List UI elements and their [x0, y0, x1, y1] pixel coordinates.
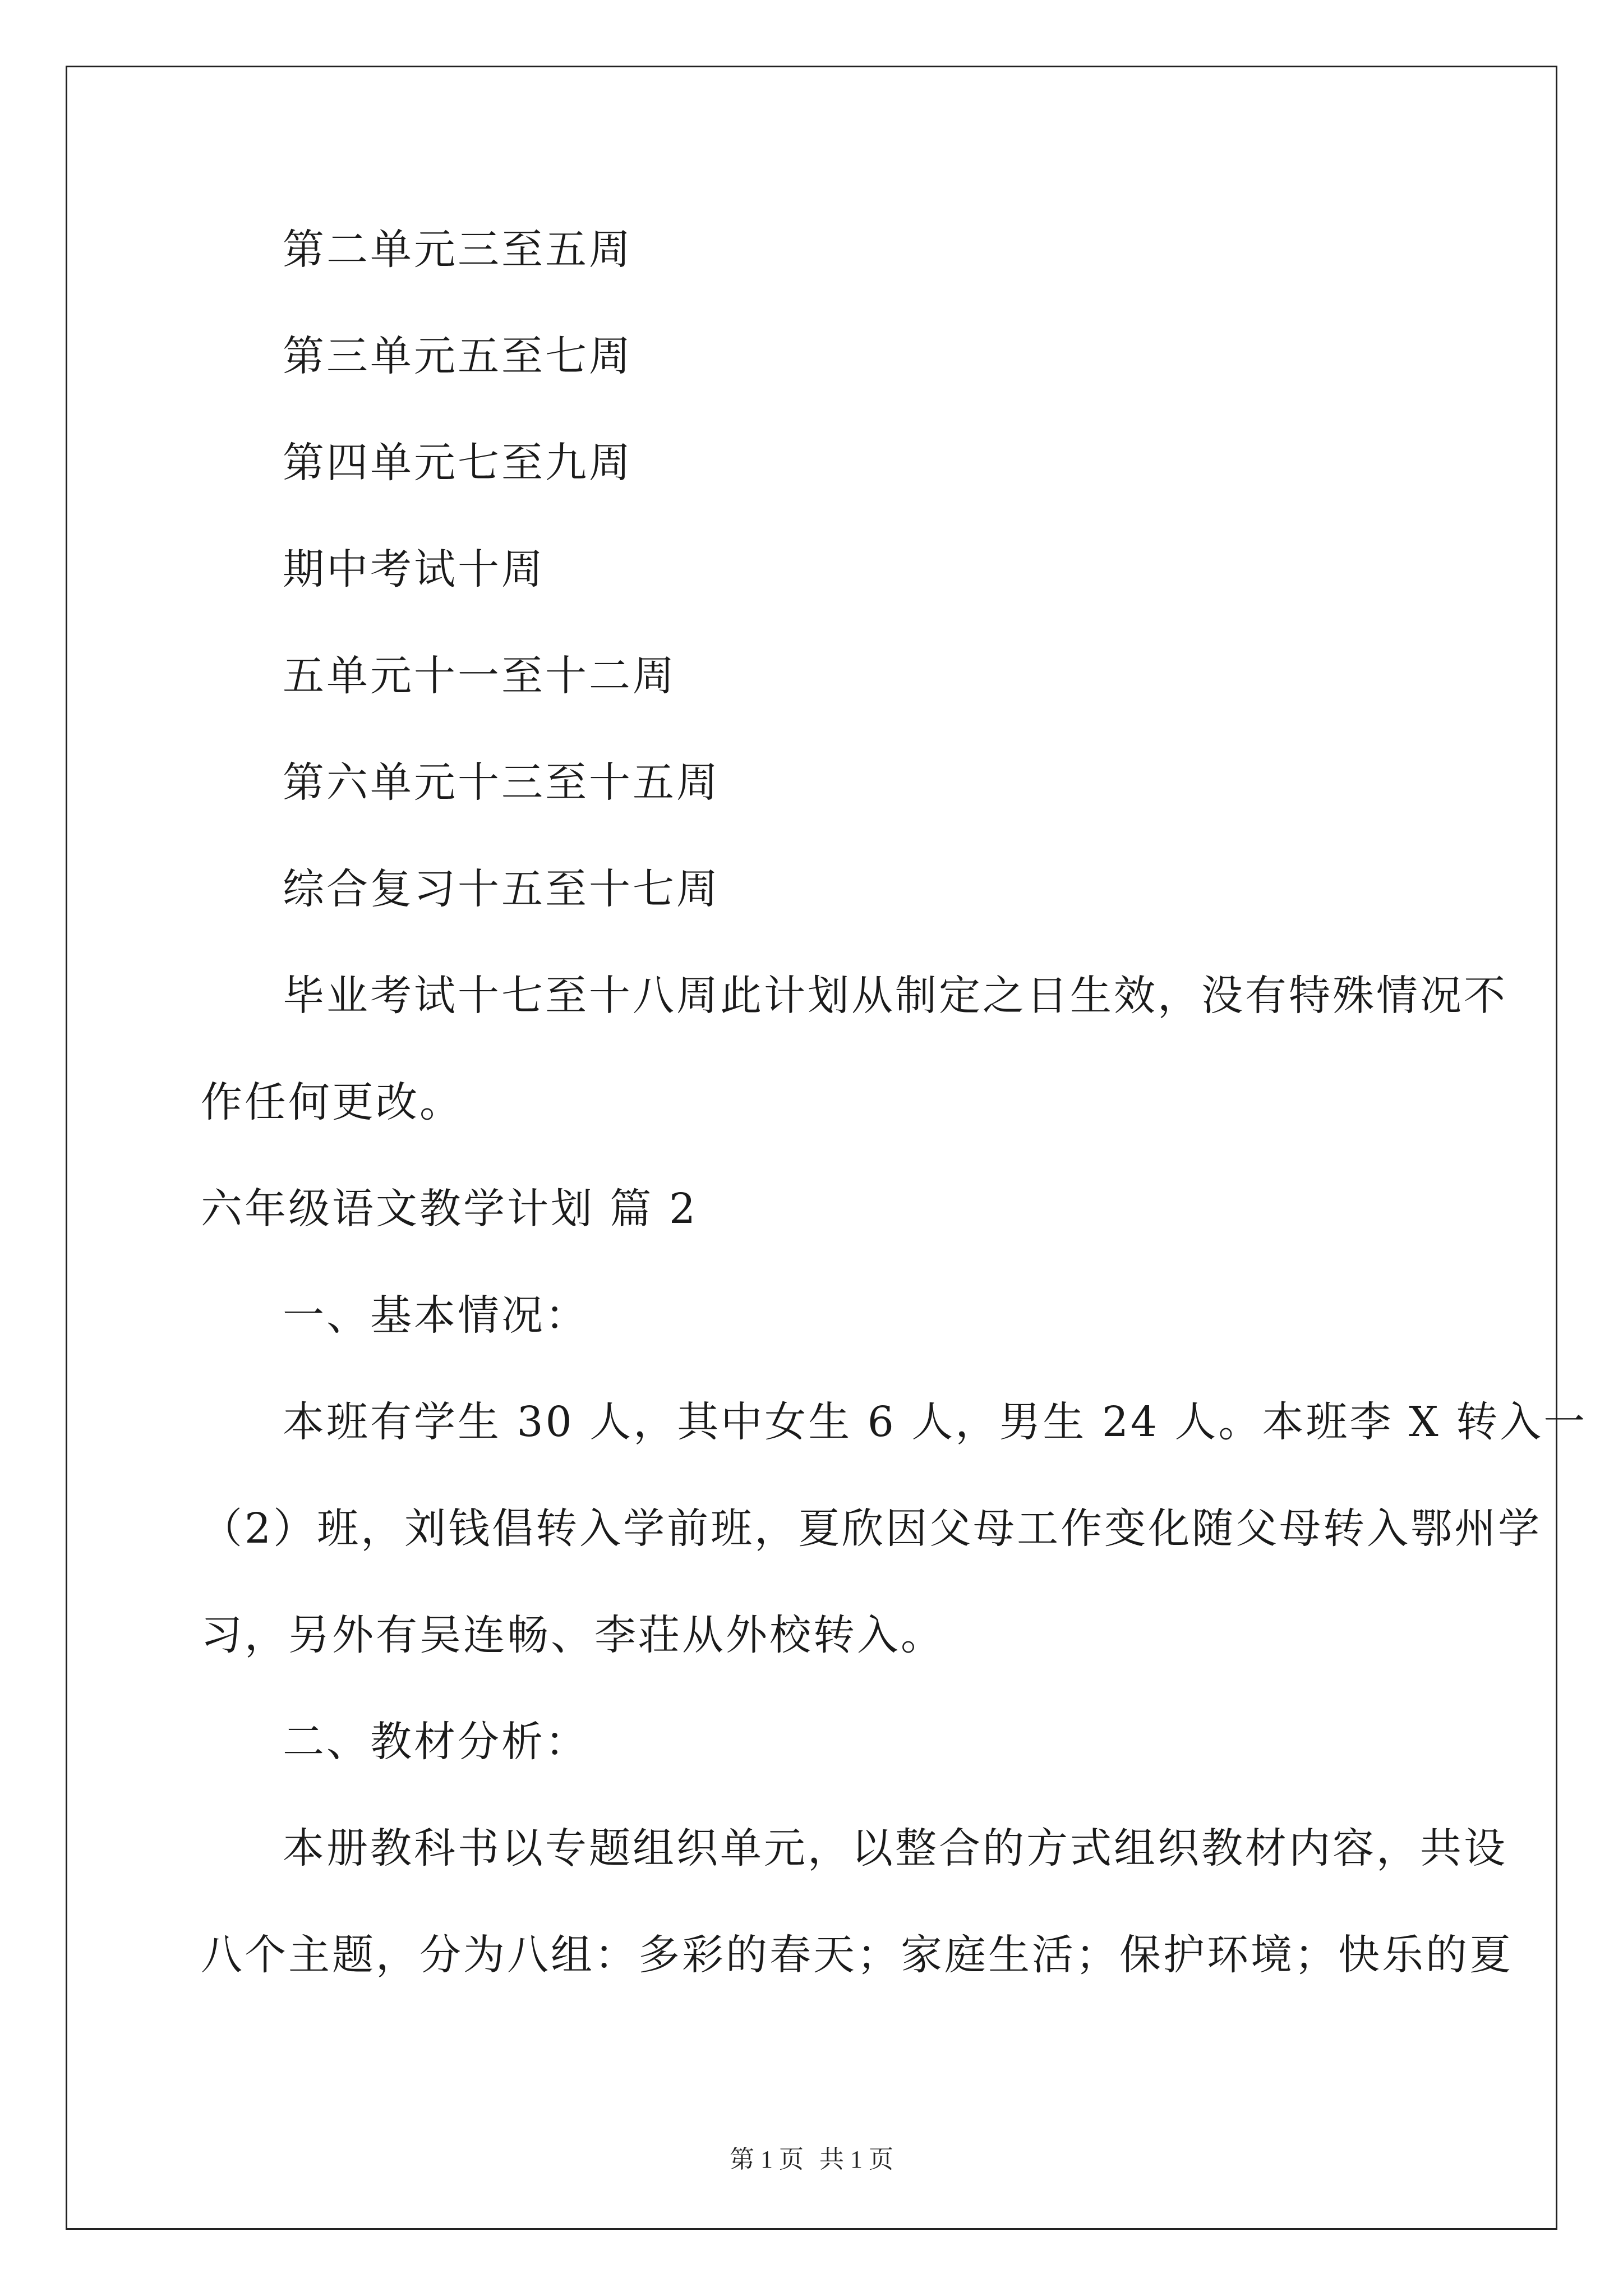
paragraph-textbook-line-2: 八个主题，分为八组：多彩的春天；家庭生活；保护环境；快乐的夏	[201, 1931, 1513, 1979]
paragraph-final-exam-line-1: 毕业考试十七至十八周此计划从制定之日生效，没有特殊情况不	[283, 972, 1507, 1020]
section-heading: 六年级语文教学计划 篇 2	[201, 1185, 698, 1233]
schedule-line-unit-3: 第三单元五至七周	[283, 332, 633, 380]
schedule-line-midterm: 期中考试十周	[283, 545, 545, 593]
document-body	[201, 196, 1588, 2008]
paragraph-class-info-line-1: 本班有学生 30 人，其中女生 6 人，男生 24 人。本班李 X 转入一	[283, 1398, 1588, 1446]
page-number: 第 1 页	[730, 2146, 804, 2173]
paragraph-class-info-line-3: 习，另外有吴连畅、李荘从外校转入。	[201, 1611, 944, 1659]
page-footer	[0, 2143, 1623, 2177]
page-total: 共 1 页	[819, 2146, 893, 2173]
subheading-basic-info: 一、基本情况：	[283, 1291, 589, 1340]
paragraph-textbook-line-1: 本册教科书以专题组织单元，以整合的方式组织教材内容，共设	[283, 1824, 1507, 1872]
subheading-textbook-analysis: 二、教材分析：	[283, 1718, 589, 1766]
schedule-line-unit-5: 五单元十一至十二周	[283, 652, 676, 700]
schedule-line-review: 综合复习十五至十七周	[283, 865, 720, 913]
paragraph-final-exam-line-2: 作任何更改。	[201, 1078, 463, 1126]
schedule-line-unit-4: 第四单元七至九周	[283, 439, 633, 487]
paragraph-class-info-line-2: （2）班，刘钱倡转入学前班，夏欣因父母工作变化随父母转入鄂州学	[201, 1504, 1542, 1553]
schedule-line-unit-6: 第六单元十三至十五周	[283, 758, 720, 807]
schedule-line-unit-2: 第二单元三至五周	[283, 226, 633, 274]
